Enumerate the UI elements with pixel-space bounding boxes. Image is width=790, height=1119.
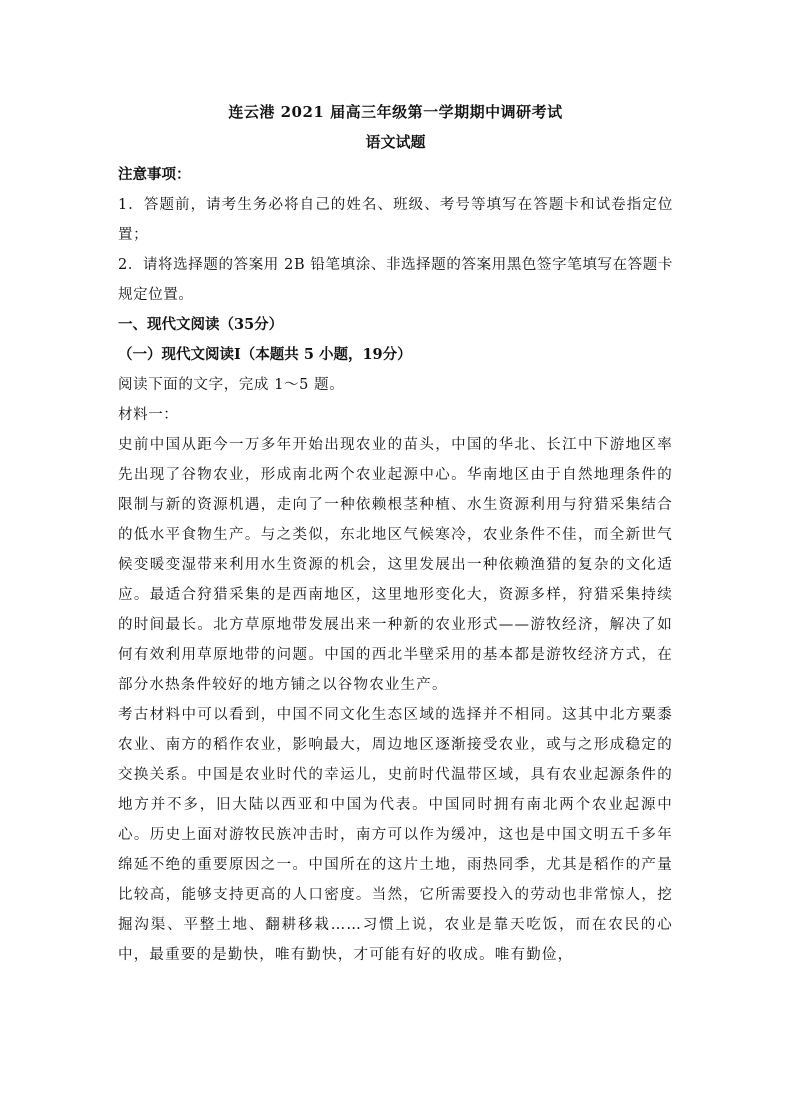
material-paragraph-1: 史前中国从距今一万多年开始出现农业的苗头，中国的华北、长江中下游地区率先出现了谷物农业，形成南北两个农业起源中心。华南地区由于自然地理条件的限制与新的资源机遇，走向了一种依赖根茎种植、水生资源利用与狩猎采集结合的低水平食物生产。与之类似，东北地区气候寒冷，农业条件不佳，而全新世气候变暖变湿带来利用水生资源的机会，这里发展出一种依赖渔猎的复杂的文化适应。最适合狩猎采集的是西南地区，这里地形变化大，资源多样，狩猎采集持续的时间最长。北方草原地带发展出来一种新的农业形式——游牧经济，解决了如何有效利用草原地带的问题。中国的西北半壁采用的基本都是游牧经济方式，在部分水热条件较好的地方铺之以谷物农业生产。 — [118, 437, 673, 693]
material-paragraph-2: 考古材料中可以看到，中国不同文化生态区域的选择并不相同。这其中北方粟黍农业、南方的稻作农业，影响最大，周边地区逐渐接受农业，或与之形成稳定的交换关系。中国是农业时代的幸运儿，史前时代温带区域，具有农业起源条件的地方并不多，旧大陆以西亚和中国为代表。中国同时拥有南北两个农业起源中心。历史上面对游牧民族冲击时，南方可以作为缓冲，这也是中国文明五千多年绵延不绝的重要原因之一。中国所在的这片土地，雨热同季，尤其是稻作的产量比较高，能够支持更高的人口密度。当然，它所需要投入的劳动也非常惊人，挖掘沟渠、平整土地、翻耕移栽……习惯上说，农业是靠天吃饭，而在农民的心中，最重要的是勤快，唯有勤快，才可能有好的收成。唯有勤俭， — [118, 707, 673, 963]
reading-instruction: 阅读下面的文字，完成 1～5 题。 — [118, 377, 345, 393]
material-label: 材料一： — [118, 407, 179, 423]
exam-page — [118, 96, 673, 970]
exam-title: 连云港 2021 届高三年级第一学期期中调研考试 — [228, 103, 563, 121]
notice-heading: 注意事项： — [118, 166, 191, 183]
notice-item-1: 1．答题前，请考生务必将自己的姓名、班级、考号等填写在答题卡和试卷指定位置； — [118, 197, 673, 243]
section-heading: 一、现代文阅读（35分） — [118, 316, 284, 333]
exam-subtitle: 语文试题 — [365, 133, 426, 151]
subsection-heading: （一）现代文阅读Ⅰ（本题共 5 小题，19分） — [118, 346, 412, 363]
notice-item-2: 2．请将选择题的答案用 2B 铅笔填涂、非选择题的答案用黑色签字笔填写在答题卡规定位置。 — [118, 257, 673, 303]
